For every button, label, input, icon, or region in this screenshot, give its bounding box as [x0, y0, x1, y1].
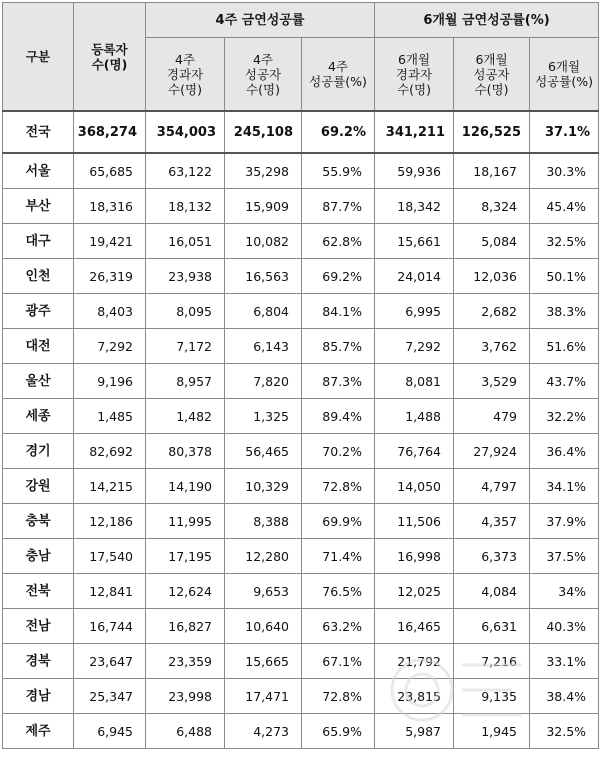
cell-registered: 19,421 [74, 224, 146, 259]
cell-4w-success: 6,143 [225, 329, 302, 364]
cell-6m-success: 8,324 [454, 189, 530, 224]
cell-4w-rate: 67.1% [302, 644, 375, 679]
header-6m-success-line2: 성공자 [473, 66, 510, 82]
cell-6m-rate: 34% [530, 574, 599, 609]
table-row [3, 189, 599, 224]
header-4w-elapsed [146, 38, 225, 112]
table-header [3, 3, 599, 112]
cell-6m-success: 12,036 [454, 259, 530, 294]
cell-4w-rate: 62.8% [302, 224, 375, 259]
cell-region: 세종 [3, 399, 74, 434]
cell-4w-elapsed: 23,938 [146, 259, 225, 294]
cell-6m-rate: 32.2% [530, 399, 599, 434]
cell-4w-elapsed: 17,195 [146, 539, 225, 574]
cell-region: 울산 [3, 364, 74, 399]
header-4w-success [225, 38, 302, 112]
cell-6m-elapsed: 76,764 [375, 434, 454, 469]
cell-4w-rate: 85.7% [302, 329, 375, 364]
cell-registered: 23,647 [74, 644, 146, 679]
header-4w-rate-line1: 4주 [327, 59, 349, 74]
table-row [3, 469, 599, 504]
table-row [3, 294, 599, 329]
table-row [3, 644, 599, 679]
cell-4w-success: 15,909 [225, 189, 302, 224]
cell-6m-success: 4,357 [454, 504, 530, 539]
header-group-6m-label: 6개월 금연성공률(%) [423, 12, 550, 28]
national-6m-success: 126,525 [454, 111, 530, 153]
header-6m-elapsed-line2: 경과자 [395, 66, 433, 82]
cell-region: 전북 [3, 574, 74, 609]
cell-6m-elapsed: 6,995 [375, 294, 454, 329]
cell-region: 인천 [3, 259, 74, 294]
cell-4w-rate: 69.9% [302, 504, 375, 539]
cell-4w-rate: 72.8% [302, 679, 375, 714]
cell-6m-elapsed: 16,998 [375, 539, 454, 574]
cell-4w-rate: 55.9% [302, 153, 375, 189]
cell-registered: 16,744 [74, 609, 146, 644]
cell-6m-success: 6,373 [454, 539, 530, 574]
cell-region: 경남 [3, 679, 74, 714]
cell-6m-elapsed: 59,936 [375, 153, 454, 189]
cell-4w-elapsed: 23,998 [146, 679, 225, 714]
table-row [3, 329, 599, 364]
cell-6m-rate: 45.4% [530, 189, 599, 224]
cell-4w-rate: 87.7% [302, 189, 375, 224]
cell-4w-elapsed: 7,172 [146, 329, 225, 364]
table-row [3, 434, 599, 469]
cell-4w-elapsed: 18,132 [146, 189, 225, 224]
cell-6m-rate: 38.4% [530, 679, 599, 714]
smoking-cessation-table [2, 2, 599, 749]
cell-6m-rate: 40.3% [530, 609, 599, 644]
cell-6m-rate: 34.1% [530, 469, 599, 504]
header-6m-rate [530, 38, 599, 112]
cell-4w-success: 56,465 [225, 434, 302, 469]
cell-registered: 1,485 [74, 399, 146, 434]
cell-region: 경북 [3, 644, 74, 679]
header-region-label: 구분 [25, 49, 51, 64]
cell-6m-elapsed: 8,081 [375, 364, 454, 399]
cell-4w-success: 7,820 [225, 364, 302, 399]
cell-6m-rate: 32.5% [530, 714, 599, 749]
cell-registered: 25,347 [74, 679, 146, 714]
cell-4w-elapsed: 11,995 [146, 504, 225, 539]
table-row [3, 259, 599, 294]
cell-region: 강원 [3, 469, 74, 504]
cell-6m-success: 18,167 [454, 153, 530, 189]
cell-6m-elapsed: 14,050 [375, 469, 454, 504]
cell-6m-success: 6,631 [454, 609, 530, 644]
table-row [3, 679, 599, 714]
cell-registered: 18,316 [74, 189, 146, 224]
cell-4w-rate: 72.8% [302, 469, 375, 504]
cell-4w-elapsed: 14,190 [146, 469, 225, 504]
cell-6m-success: 27,924 [454, 434, 530, 469]
header-6m-elapsed-line3: 수(명) [397, 81, 431, 97]
cell-4w-success: 35,298 [225, 153, 302, 189]
cell-4w-success: 16,563 [225, 259, 302, 294]
table-body [3, 111, 599, 749]
cell-4w-success: 10,329 [225, 469, 302, 504]
table-row [3, 364, 599, 399]
cell-4w-elapsed: 16,827 [146, 609, 225, 644]
cell-4w-success: 4,273 [225, 714, 302, 749]
header-registered-line1: 등록자 [91, 41, 128, 57]
cell-region: 충북 [3, 504, 74, 539]
cell-region: 경기 [3, 434, 74, 469]
header-6m-rate-line1: 6개월 [547, 59, 581, 74]
table-row [3, 504, 599, 539]
cell-6m-success: 4,084 [454, 574, 530, 609]
cell-4w-success: 17,471 [225, 679, 302, 714]
cell-4w-rate: 87.3% [302, 364, 375, 399]
national-4w-success: 245,108 [225, 111, 302, 153]
header-registered [74, 3, 146, 112]
header-6m-rate-line2: 성공률(%) [535, 74, 593, 89]
cell-4w-success: 10,640 [225, 609, 302, 644]
national-6m-elapsed: 341,211 [375, 111, 454, 153]
national-row [3, 111, 599, 153]
header-4w-rate [302, 38, 375, 112]
national-label: 전국 [3, 111, 74, 153]
table-row [3, 153, 599, 189]
cell-4w-success: 10,082 [225, 224, 302, 259]
header-6m-elapsed-line1: 6개월 [397, 51, 431, 67]
cell-6m-rate: 37.5% [530, 539, 599, 574]
cell-4w-rate: 71.4% [302, 539, 375, 574]
cell-4w-rate: 70.2% [302, 434, 375, 469]
cell-6m-rate: 50.1% [530, 259, 599, 294]
national-6m-rate: 37.1% [530, 111, 599, 153]
table-row [3, 714, 599, 749]
cell-6m-success: 5,084 [454, 224, 530, 259]
header-4w-success-line2: 성공자 [244, 66, 282, 82]
cell-region: 충남 [3, 539, 74, 574]
cell-6m-rate: 51.6% [530, 329, 599, 364]
cell-registered: 65,685 [74, 153, 146, 189]
national-registered: 368,274 [74, 111, 146, 153]
cell-6m-rate: 32.5% [530, 224, 599, 259]
cell-6m-success: 9,135 [454, 679, 530, 714]
header-group-4w-label: 4주 금연성공률 [215, 12, 305, 28]
cell-6m-elapsed: 11,506 [375, 504, 454, 539]
cell-4w-rate: 69.2% [302, 259, 375, 294]
cell-6m-rate: 36.4% [530, 434, 599, 469]
cell-6m-rate: 43.7% [530, 364, 599, 399]
cell-4w-elapsed: 63,122 [146, 153, 225, 189]
cell-6m-elapsed: 5,987 [375, 714, 454, 749]
cell-4w-elapsed: 16,051 [146, 224, 225, 259]
cell-registered: 82,692 [74, 434, 146, 469]
cell-4w-elapsed: 1,482 [146, 399, 225, 434]
table-row [3, 539, 599, 574]
national-4w-rate: 69.2% [302, 111, 375, 153]
cell-4w-elapsed: 8,095 [146, 294, 225, 329]
cell-registered: 8,403 [74, 294, 146, 329]
cell-6m-success: 3,529 [454, 364, 530, 399]
cell-6m-elapsed: 18,342 [375, 189, 454, 224]
cell-region: 전남 [3, 609, 74, 644]
cell-6m-success: 2,682 [454, 294, 530, 329]
header-6m-success-line3: 수(명) [474, 81, 509, 97]
cell-6m-elapsed: 12,025 [375, 574, 454, 609]
cell-6m-elapsed: 21,792 [375, 644, 454, 679]
table-row [3, 574, 599, 609]
cell-4w-success: 1,325 [225, 399, 302, 434]
cell-6m-elapsed: 16,465 [375, 609, 454, 644]
cell-registered: 12,841 [74, 574, 146, 609]
cell-registered: 9,196 [74, 364, 146, 399]
cell-6m-elapsed: 15,661 [375, 224, 454, 259]
cell-6m-rate: 33.1% [530, 644, 599, 679]
cell-6m-elapsed: 7,292 [375, 329, 454, 364]
cell-registered: 12,186 [74, 504, 146, 539]
cell-registered: 17,540 [74, 539, 146, 574]
cell-region: 대전 [3, 329, 74, 364]
cell-4w-success: 12,280 [225, 539, 302, 574]
header-region [3, 3, 74, 112]
header-4w-success-line1: 4주 [252, 51, 274, 67]
cell-6m-rate: 30.3% [530, 153, 599, 189]
cell-4w-elapsed: 23,359 [146, 644, 225, 679]
national-4w-elapsed: 354,003 [146, 111, 225, 153]
cell-6m-rate: 38.3% [530, 294, 599, 329]
cell-region: 대구 [3, 224, 74, 259]
header-registered-line2: 수(명) [91, 56, 128, 72]
cell-region: 서울 [3, 153, 74, 189]
cell-4w-rate: 89.4% [302, 399, 375, 434]
cell-registered: 26,319 [74, 259, 146, 294]
cell-4w-elapsed: 8,957 [146, 364, 225, 399]
cell-4w-elapsed: 6,488 [146, 714, 225, 749]
cell-4w-rate: 63.2% [302, 609, 375, 644]
cell-4w-rate: 65.9% [302, 714, 375, 749]
table-row [3, 399, 599, 434]
cell-6m-success: 7,216 [454, 644, 530, 679]
cell-4w-success: 9,653 [225, 574, 302, 609]
cell-6m-success: 3,762 [454, 329, 530, 364]
cell-4w-elapsed: 12,624 [146, 574, 225, 609]
cell-4w-elapsed: 80,378 [146, 434, 225, 469]
cell-4w-rate: 76.5% [302, 574, 375, 609]
header-group-4w [146, 3, 375, 38]
cell-registered: 6,945 [74, 714, 146, 749]
cell-4w-rate: 84.1% [302, 294, 375, 329]
cell-6m-success: 479 [454, 399, 530, 434]
cell-6m-rate: 37.9% [530, 504, 599, 539]
cell-6m-elapsed: 1,488 [375, 399, 454, 434]
cell-6m-success: 1,945 [454, 714, 530, 749]
header-group-6m [375, 3, 599, 38]
cell-registered: 7,292 [74, 329, 146, 364]
header-4w-rate-line2: 성공률(%) [309, 74, 367, 89]
cell-region: 제주 [3, 714, 74, 749]
cell-6m-elapsed: 24,014 [375, 259, 454, 294]
header-4w-elapsed-line1: 4주 [174, 51, 196, 67]
header-4w-success-line3: 수(명) [246, 81, 280, 97]
cell-6m-elapsed: 23,815 [375, 679, 454, 714]
cell-registered: 14,215 [74, 469, 146, 504]
header-4w-elapsed-line2: 경과자 [166, 66, 204, 82]
cell-4w-success: 6,804 [225, 294, 302, 329]
table-row [3, 609, 599, 644]
cell-4w-success: 8,388 [225, 504, 302, 539]
cell-6m-success: 4,797 [454, 469, 530, 504]
cell-region: 부산 [3, 189, 74, 224]
header-6m-elapsed [375, 38, 454, 112]
header-6m-success [454, 38, 530, 112]
cell-region: 광주 [3, 294, 74, 329]
header-6m-success-line1: 6개월 [475, 51, 508, 67]
cell-4w-success: 15,665 [225, 644, 302, 679]
header-4w-elapsed-line3: 수(명) [168, 81, 202, 97]
table-row [3, 224, 599, 259]
